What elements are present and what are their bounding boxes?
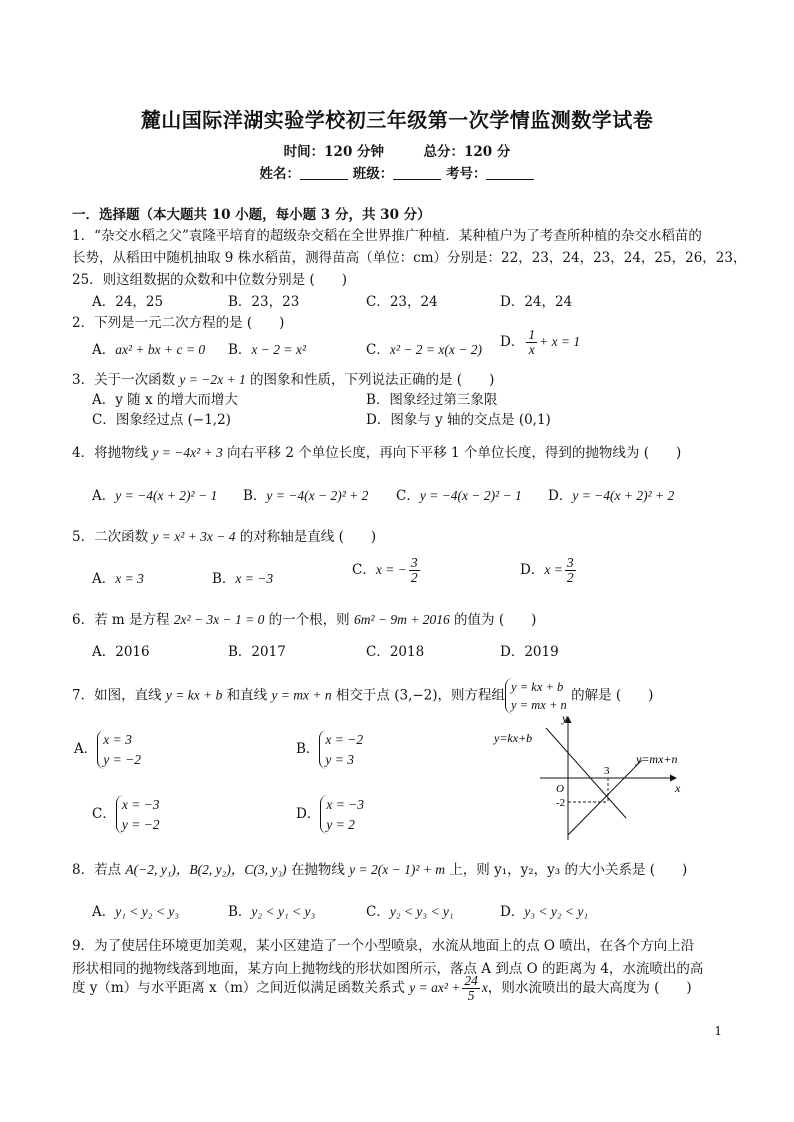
q3-option-b[interactable]: B．图象经过第三象限	[366, 392, 498, 408]
q2-d-rest: + x = 1	[539, 334, 581, 350]
q4-option-d[interactable]	[548, 484, 674, 504]
q7-c-eq1: x = −3	[121, 797, 160, 812]
q4-d-formula: y = −4(x + 2)² + 2	[572, 488, 675, 503]
q7-b-eq2: y = 3	[325, 751, 355, 767]
q6-stem-c: 的值为 ( )	[449, 612, 537, 628]
total-label: 总分：120 分	[423, 144, 511, 160]
name-label: 姓名：	[259, 166, 301, 182]
q5-d-den: 2	[566, 570, 574, 586]
q2-option-a[interactable]	[92, 338, 205, 358]
time-label: 时间：120 分钟	[283, 144, 385, 160]
q5-d-pre: x =	[544, 562, 563, 578]
q7-sys-eq2: y = mx + n	[511, 698, 567, 713]
q2-d-den: x	[528, 342, 535, 358]
q8-stem-b: 在抛物线	[286, 862, 350, 878]
q8-a-formula: y₁ < y₂ < y₃	[115, 904, 180, 919]
q5-option-c[interactable]	[352, 556, 422, 585]
q5-option-b[interactable]	[212, 567, 273, 587]
q8-stem	[72, 858, 687, 878]
q3-option-a[interactable]: A．y 随 x 的增大而增大	[92, 392, 238, 408]
q2-b-label: B．	[228, 342, 252, 358]
q7-graph	[494, 710, 700, 850]
q5-d-label: D．	[520, 562, 545, 579]
q5-c-den: 2	[410, 570, 418, 586]
q8-option-c[interactable]	[366, 900, 454, 920]
q4-stem	[72, 441, 681, 461]
q1-line2: 长势，从稻田中随机抽取 9 株水稻苗，测得苗高（单位：cm）分别是：22，23，24，23，24，25，26，23，	[72, 250, 747, 266]
q8-d-formula: y₃ < y₂ < y₁	[524, 904, 589, 919]
graph-tick-minus2: -2	[556, 797, 566, 809]
q5-a-label: A．	[92, 571, 116, 587]
q5-a-formula: x = 3	[115, 571, 144, 586]
q4-c-label: C．	[396, 488, 420, 504]
q9-line3-x: x	[481, 980, 488, 996]
q5-b-formula: x = −3	[235, 571, 274, 586]
q9-line2: 形状相同的抛物线落到地面，某方向上抛物线的形状如图所示，落点 A 到点 O 的距离为 4，水流喷出的高	[72, 961, 704, 977]
q1-option-a[interactable]: A．24，25	[92, 294, 164, 310]
name-blank[interactable]	[300, 167, 348, 180]
class-label: 班级：	[352, 166, 394, 182]
q6-stem-formula1: 2x² − 3x − 1 = 0	[173, 612, 265, 627]
q2-c-label: C．	[366, 342, 390, 358]
q9-fraction	[462, 974, 480, 1003]
q2-option-d[interactable]	[500, 328, 580, 357]
q8-c-formula: y₂ < y₃ < y₁	[389, 904, 454, 919]
q5-stem	[72, 525, 376, 545]
q8-option-b[interactable]	[228, 900, 315, 920]
q4-b-formula: y = −4(x − 2)² + 2	[266, 488, 369, 503]
q6-option-b[interactable]: B．2017	[228, 644, 286, 660]
q7-b-label: B．	[296, 741, 320, 758]
q4-option-c[interactable]	[396, 484, 522, 504]
q9-fraction-den: 5	[467, 988, 475, 1004]
q7-a-label: A．	[74, 741, 98, 758]
q5-option-d[interactable]	[520, 556, 578, 585]
q3-option-d[interactable]: D．图象与 y 轴的交点是 (0,1)	[366, 412, 551, 428]
graph-y-label: y	[562, 711, 568, 725]
q1-option-c[interactable]: C．23，24	[366, 294, 438, 310]
q2-c-formula: x² − 2 = x(x − 2)	[389, 342, 482, 357]
page-number: 1	[714, 1024, 722, 1038]
q6-option-a[interactable]: A．2016	[92, 644, 150, 660]
q8-b-label: B．	[228, 904, 252, 920]
q8-stem-a: 8．若点	[72, 862, 126, 878]
exam-no-label: 考号：	[445, 166, 487, 182]
exam-no-blank[interactable]	[486, 167, 534, 180]
q5-c-fraction	[409, 556, 420, 585]
q9-line3-a: 度 y（m）与水平距离 x（m）之间近似满足函数关系式	[72, 980, 410, 997]
q2-a-formula: ax² + bx + c = 0	[115, 342, 206, 357]
q6-stem	[72, 608, 536, 628]
q1-option-d[interactable]: D．24，24	[500, 294, 573, 310]
q1-line1: 1．“杂交水稻之父”袁隆平培育的超级杂交稻在全世界推广种植．某种植户为了考查所种植的杂交水稻苗的	[72, 228, 702, 244]
q7-option-d[interactable]	[296, 795, 364, 834]
q6-option-c[interactable]: C．2018	[366, 644, 425, 660]
q8-d-label: D．	[500, 904, 525, 920]
q5-stem-b: 的对称轴是直线 ( )	[235, 529, 377, 545]
q7-b-system	[319, 730, 363, 769]
exam-meta-student	[0, 162, 794, 182]
q7-d-system	[320, 795, 364, 834]
q9-line1: 9．为了使居住环境更加美观，某小区建造了一个小型喷泉，水流从地面上的点 O 喷出，在各个方向上沿	[72, 938, 695, 954]
q9-line3-formula: y = ax² +	[409, 980, 461, 996]
q9-line3-b: ，则水流喷出的最大高度为 ( )	[487, 980, 692, 997]
graph-x-label: x	[675, 781, 681, 795]
q2-option-c[interactable]	[366, 338, 482, 358]
q7-stem-c: 相交于点 (3,−2)，则方程组	[331, 687, 506, 704]
q1-line3: 25．则这组数据的众数和中位数分别是 ( )	[72, 272, 348, 288]
q7-option-a[interactable]	[74, 730, 141, 769]
q5-b-label: B．	[212, 571, 236, 587]
q2-d-fraction	[526, 328, 537, 357]
q2-d-num: 1	[528, 327, 536, 342]
q7-stem-formula1: y = kx + b	[165, 687, 223, 703]
q3-option-c[interactable]: C．图象经过点 (−1,2)	[92, 412, 231, 428]
q5-stem-a: 5．二次函数	[72, 529, 153, 545]
q4-c-formula: y = −4(x − 2)² − 1	[419, 488, 522, 503]
q7-option-b[interactable]	[296, 730, 363, 769]
q4-option-a[interactable]	[92, 484, 217, 504]
q3-stem-formula: y = −2x + 1	[179, 372, 246, 387]
exam-title: 麓山国际洋湖实验学校初三年级第一次学情监测数学试卷	[140, 108, 654, 132]
q8-stem-c: 上，则 y₁，y₂，y₃ 的大小关系是 ( )	[444, 862, 688, 878]
q3-stem	[72, 368, 494, 388]
q8-option-a[interactable]	[92, 900, 179, 920]
q8-a-label: A．	[92, 904, 116, 920]
q7-c-label: C．	[92, 806, 116, 823]
q8-b-formula: y₂ < y₁ < y₃	[251, 904, 316, 919]
q4-a-formula: y = −4(x + 2)² − 1	[115, 488, 218, 503]
q6-stem-formula2: 6m² − 9m + 2016	[353, 612, 450, 627]
q4-b-label: B．	[243, 488, 267, 504]
exam-meta-time	[0, 140, 794, 160]
graph-line2-label: y=mx+n	[636, 752, 678, 766]
q5-c-num: 3	[410, 555, 418, 570]
q7-sys-eq1: y = kx + b	[511, 680, 564, 694]
q7-stem-d: 的解是 ( )	[566, 687, 654, 704]
q2-stem: 2．下列是一元二次方程的是 ( )	[72, 315, 285, 331]
q2-d-label: D．	[500, 334, 525, 351]
q3-stem-a: 3．关于一次函数	[72, 372, 180, 388]
q8-stem-formula: y = 2(x − 1)² + m	[349, 862, 445, 877]
q7-c-system	[116, 795, 160, 834]
q7-a-eq2: y = −2	[103, 751, 141, 767]
q5-option-a[interactable]	[92, 567, 144, 587]
q4-option-b[interactable]	[243, 484, 368, 504]
q7-a-system	[97, 730, 141, 769]
q7-d-eq1: x = −3	[326, 797, 365, 812]
q7-stem-formula2: y = mx + n	[271, 687, 332, 703]
q7-d-eq2: y = 2	[326, 816, 355, 832]
q5-d-fraction	[565, 556, 576, 585]
graph-line1-label: y=kx+b	[494, 731, 533, 745]
q4-a-label: A．	[92, 488, 116, 504]
q8-c-label: C．	[366, 904, 390, 920]
graph-tick-3: 3	[604, 765, 610, 777]
class-blank[interactable]	[393, 167, 441, 180]
q7-stem	[72, 678, 653, 714]
q4-d-label: D．	[548, 488, 573, 504]
q4-stem-b: 向右平移 2 个单位长度，再向下平移 1 个单位长度，得到的抛物线为 ( )	[222, 445, 682, 461]
q7-stem-a: 7．如图，直线	[72, 687, 166, 704]
q8-option-d[interactable]	[500, 900, 588, 920]
q6-option-d[interactable]: D．2019	[500, 644, 559, 660]
q4-stem-a: 4．将抛物线	[72, 445, 153, 461]
q7-d-label: D．	[296, 806, 321, 823]
q6-stem-a: 6．若 m 是方程	[72, 612, 174, 628]
q4-stem-formula: y = −4x² + 3	[152, 445, 223, 460]
q2-option-b[interactable]	[228, 338, 306, 358]
q7-system	[505, 678, 567, 714]
q2-b-formula: x − 2 = x²	[251, 342, 306, 357]
q1-option-b[interactable]: B．23，23	[228, 294, 300, 310]
q7-stem-b: 和直线	[222, 687, 272, 704]
q7-b-eq1: x = −2	[325, 732, 364, 747]
q9-fraction-num: 24	[464, 973, 478, 988]
q5-stem-formula: y = x² + 3x − 4	[152, 529, 236, 544]
q5-c-label: C．	[352, 562, 376, 579]
graph-origin-label: O	[556, 783, 564, 795]
section-heading: 一．选择题（本大题共 10 小题，每小题 3 分，共 30 分）	[72, 207, 431, 223]
q2-a-label: A．	[92, 342, 116, 358]
q7-c-eq2: y = −2	[121, 816, 160, 832]
q8-stem-points: A(−2, y₁)，B(2, y₂)，C(3, y₃)	[125, 862, 287, 877]
q6-stem-b: 的一个根，则	[264, 612, 354, 628]
q9-line3	[72, 974, 692, 1003]
q5-d-num: 3	[566, 555, 574, 570]
q5-c-pre: x = −	[375, 562, 407, 578]
q3-stem-b: 的图象和性质，下列说法正确的是 ( )	[245, 372, 495, 388]
q7-a-eq1: x = 3	[103, 732, 132, 747]
q7-option-c[interactable]	[92, 795, 160, 834]
